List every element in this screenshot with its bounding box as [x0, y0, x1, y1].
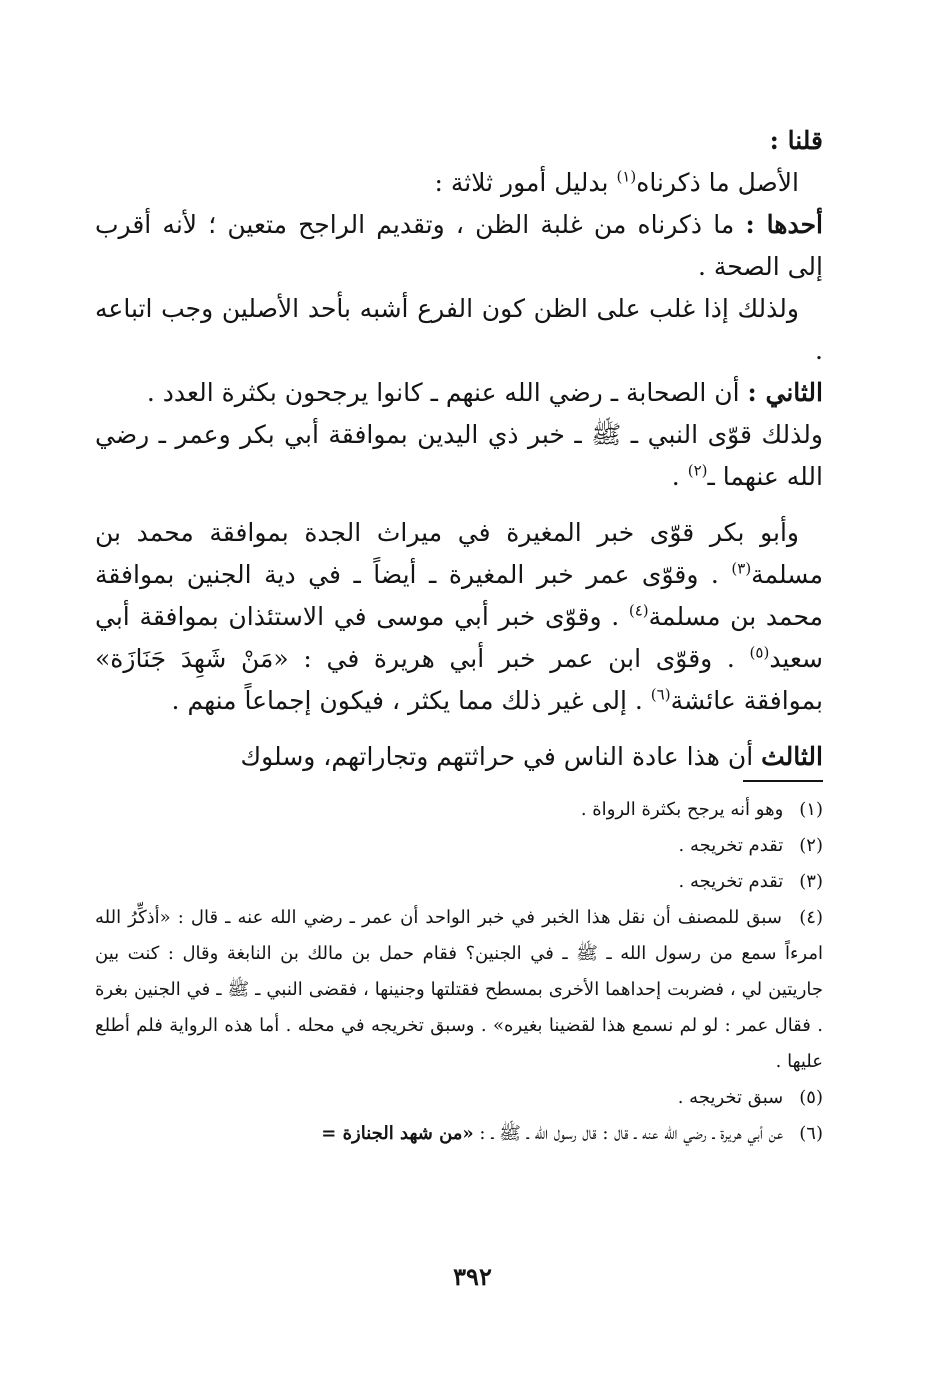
footnote-ref-2[interactable]: (٢)	[687, 461, 708, 480]
dhul-yadayn-text: ولذلك قوّى النبي ـ ﷺ ـ خبر ذي اليدين بموافقة أبي بكر وعمر ـ رضي الله عنهما ـ	[95, 420, 823, 491]
footnote-number: (٢)	[799, 835, 823, 856]
footnotes-section	[95, 792, 823, 1152]
examples-text-d: . وقوّى ابن عمر خبر أبي هريرة في : «مَنْ شَهِدَ جَنَازَة» بموافقة عائشة	[95, 644, 823, 715]
footnote-number: (٦)	[799, 1123, 823, 1144]
footnote-number: (١)	[799, 799, 823, 820]
footnote-divider	[743, 780, 823, 782]
footnote-4	[95, 900, 823, 1080]
footnote-ref-6[interactable]: (٦)	[650, 685, 671, 704]
examples-text-a: وأبو بكر قوّى خبر المغيرة في ميراث الجدة بموافقة محمد بن مسلمة	[95, 518, 823, 589]
section-heading: قلنا :	[769, 126, 823, 155]
main-text	[95, 120, 823, 778]
paragraph-companions-examples	[95, 512, 823, 722]
footnote-2	[95, 828, 823, 864]
examples-text-e: . إلى غير ذلك مما يكثر ، فيكون إجماعاً منهم .	[171, 686, 651, 715]
page-number: ٣٩٢	[453, 1262, 492, 1291]
footnote-text: عن أبي هريرة ـ رضي الله عنه ـ قال : قال رسول الله ـ ﷺ ـ :	[473, 1123, 784, 1144]
footnote-text: تقدم تخريجه .	[678, 871, 784, 892]
first-reason-text: ما ذكرناه من غلبة الظن ، وتقديم الراجح متعين ؛ لأنه أقرب إلى الصحة .	[95, 210, 823, 281]
footnote-5	[95, 1080, 823, 1116]
first-reason-label: أحدها :	[745, 210, 823, 239]
footnote-text: سبق للمصنف أن نقل هذا الخبر في خبر الواحد أن عمر ـ رضي الله عنه ـ قال : «أذكِّرُ الله امرءاً سمع من رسول الله ـ ﷺ ـ في الجنين؟ فقام حمل بن مالك بن النابغة وقال : كنت بين جاريتين لي ، فضربت إحداهما الأخرى بمسطح فقتلتها وجنينها ، فقضى النبي ـ ﷺ ـ في الجنين بغرة . فقال عمر : لو لم نسمع هذا لقضينا بغيره» . وسبق تخريجه في محله . أما هذه الرواية فلم أطلع عليها .	[95, 907, 823, 1072]
footnote-1	[95, 792, 823, 828]
footnote-number: (٣)	[799, 871, 823, 892]
examples-text-b: . وقوّى عمر خبر المغيرة ـ أيضاً ـ في دية الجنين بموافقة محمد بن مسلمة	[95, 560, 823, 631]
book-page	[95, 120, 823, 1152]
footnote-text: سبق تخريجه .	[677, 1087, 784, 1108]
third-reason-label: الثالث	[761, 742, 823, 771]
paragraph-third-reason	[95, 736, 823, 778]
dhul-yadayn-end: .	[671, 462, 688, 491]
second-reason-label: الثاني :	[747, 378, 823, 407]
paragraph-intro	[95, 162, 823, 204]
footnote-ref-3[interactable]: (٣)	[731, 559, 752, 578]
paragraph-gap	[95, 722, 823, 736]
footnote-ref-4[interactable]: (٤)	[628, 601, 649, 620]
footnote-6	[95, 1116, 823, 1152]
footnote-text: تقدم تخريجه .	[678, 835, 784, 856]
footnote-number: (٤)	[799, 907, 823, 928]
paragraph-gap	[95, 498, 823, 512]
paragraph-second-reason	[95, 372, 823, 414]
footnote-number: (٥)	[799, 1087, 823, 1108]
footnote-text: وهو أنه يرجح بكثرة الرواة .	[580, 799, 784, 820]
second-reason-text: أن الصحابة ـ رضي الله عنهم ـ كانوا يرجحون بكثرة العدد .	[146, 378, 748, 407]
footnote-ref-1[interactable]: (١)	[616, 167, 637, 186]
examples-text-c: . وقوّى خبر أبي موسى في الاستئذان بموافقة أبي سعيد	[95, 602, 823, 673]
paragraph-first-reason-note: ولذلك إذا غلب على الظن كون الفرع أشبه بأحد الأصلين وجب اتباعه .	[95, 294, 823, 365]
paragraph-first-reason	[95, 204, 823, 288]
footnote-3	[95, 864, 823, 900]
paragraph-dhul-yadayn	[95, 414, 823, 498]
intro-text-rest: بدليل أمور ثلاثة :	[434, 168, 617, 197]
third-reason-text: أن هذا عادة الناس في حراثتهم وتجاراتهم، وسلوك	[240, 742, 762, 771]
footnote-continued-text: «من شهد الجنازة =	[321, 1123, 474, 1144]
intro-text: الأصل ما ذكرناه	[636, 168, 799, 197]
footnote-ref-5[interactable]: (٥)	[749, 643, 770, 662]
